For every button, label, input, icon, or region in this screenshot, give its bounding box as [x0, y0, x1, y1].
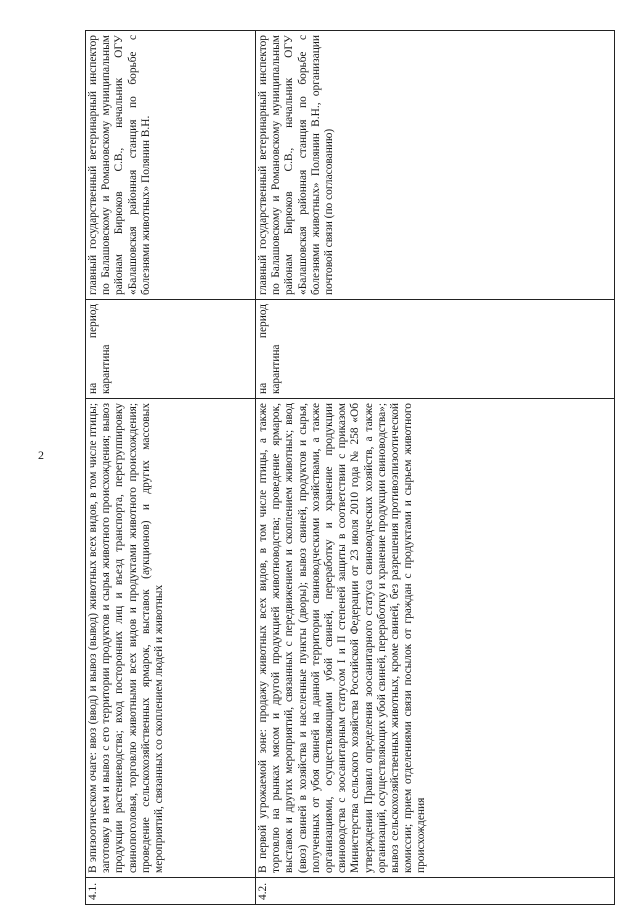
restriction-text: В первой угрожаемой зоне: продажу животных всех видов, в том числе птицы, а также торговлю на рынках мясом и другой продукцией животноводства; проведение ярмарок, выставок и других мероприятий, связанных с передвижением и скоплением животных; ввод (ввоз) свиней в хозяйства и населенные пункты (дворы); вывоз свиней, продуктов и сырья, полученных от убоя свиней на данной территории свиноводческими хозяйствами, а также организациями, осуществляющими убой свиней, переработку и хранение продукции свиноводства с зоосанитарным статусом I и II степеней защиты в соответствии с приказом Министерства сельского хозяйства Российской Федерации от 23 июля 2010 года № 258 «Об утверждении Правил определения зоосанитарного статуса свиноводческих хозяйств, а также организаций, осуществляющих убой свиней, переработку и хранение продукции свиноводства»; вывоз сельскохозяйственных животных, кроме свиней, без разрешения противоэпизоотической комиссии; прием отделениями связи посылок от граждан с продуктами и сырьем животного происхождения [256, 399, 615, 878]
responsible-text: главный государственный ветеринарный инспектор по Балашовскому и Романовскому муниципальным районам Бирюков С.В., начальник ОГУ «Балашовская районная станция по борьбе с болезнями животных» Полянин В.Н. [86, 31, 256, 300]
period-text: на период карантина [86, 300, 256, 399]
period-text: на период карантина [256, 300, 615, 399]
page-number: 2 [38, 448, 44, 462]
row-number: 4.2. [256, 878, 615, 905]
row-number: 4.1. [86, 878, 256, 905]
table-row [86, 31, 256, 905]
table-row [256, 31, 615, 905]
restrictions-table [85, 30, 615, 905]
responsible-text: главный государственный ветеринарный инспектор по Балашовскому и Романовскому муниципальным районам Бирюков С.В., начальник ОГУ «Балашовская районная станция по борьбе с болезнями животных» Полянин В.Н., организации почтовой связи (по согласованию) [256, 31, 615, 300]
restriction-text: В эпизоотическом очаге: ввоз (ввод) и вывоз (вывод) животных всех видов, в том числе птицы; заготовку в нем и вывоз с его территории продуктов и сырья животного происхождения; вывоз продукции растениеводства; вход посторонних лиц и въезд транспорта, перегруппировку свинопоголовья, торговлю животными всех видов и продуктами животного происхождения; проведение сельскохозяйственных ярмарок, выставок (аукционов) и других массовых мероприятий, связанных со скоплением людей и животных [86, 399, 256, 878]
